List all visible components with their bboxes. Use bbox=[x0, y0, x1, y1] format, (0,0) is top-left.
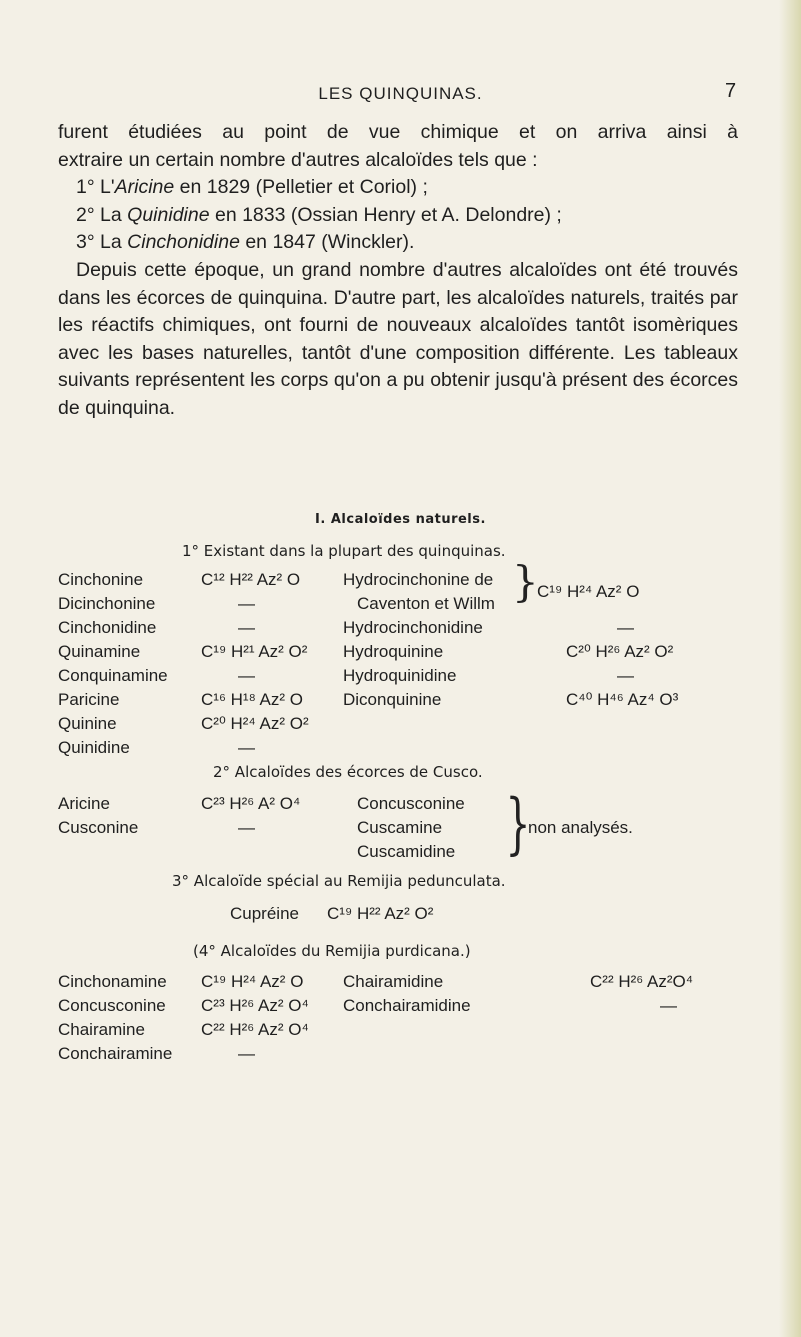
running-header: LES QUINQUINAS. bbox=[318, 84, 483, 103]
alkaloid-name: Hydrocinchonine de bbox=[343, 570, 494, 589]
alkaloid-name: Hydroquinine bbox=[343, 642, 444, 661]
alkaloid-name: Chairamine bbox=[58, 1020, 145, 1039]
status-note: non analysés. bbox=[528, 818, 633, 837]
formula: C²⁰ H²⁶ Az² O² bbox=[566, 642, 674, 661]
page-number: 7 bbox=[725, 80, 737, 102]
alkaloid-name: Dicinchonine bbox=[58, 594, 156, 613]
subsection-title: 3° Alcaloïde spécial au Remijia pedunculata. bbox=[172, 872, 506, 890]
formula: C¹⁹ H²¹ Az² O² bbox=[201, 642, 308, 661]
list-item: 2° La Quinidine en 1833 (Ossian Henry et A. Delondre) ; bbox=[76, 203, 562, 226]
formula: C²³ H²⁶ Az² O⁴ bbox=[201, 996, 309, 1015]
alkaloid-name: Quinine bbox=[58, 714, 117, 733]
alkaloid-name: Diconquinine bbox=[343, 690, 442, 709]
alkaloid-name: Quinamine bbox=[58, 642, 141, 661]
formula: C²³ H²⁶ A² O⁴ bbox=[201, 794, 301, 813]
alkaloid-name: Conquinamine bbox=[58, 666, 168, 685]
alkaloid-name: Quinidine bbox=[127, 203, 210, 226]
formula: — bbox=[238, 738, 255, 757]
alkaloid-name: Hydroquinidine bbox=[343, 666, 457, 685]
intro-paragraph: Depuis cette époque, un grand nombre d'autres alcaloïdes ont été trouvés dans les écorces de quinquina. D'autre part, les alcaloïdes naturels, traités par les réactifs chimiques, ont fourni de nouveaux alcaloïdes tantôt isomèriques avec les bases naturelles, tantôt d'une composition différente. Les tableaux suivants représentent les corps qu'on a pu obtenir jusqu'à présent des écorces de quinquina. bbox=[58, 258, 738, 419]
formula: C⁴⁰ H⁴⁶ Az⁴ O³ bbox=[566, 690, 679, 709]
subsection-title: 1° Existant dans la plupart des quinquinas. bbox=[182, 542, 506, 560]
list-item: 3° La Cinchonidine en 1847 (Winckler). bbox=[76, 231, 415, 254]
formula: C¹⁹ H²⁴ Az² O bbox=[537, 582, 640, 601]
alkaloid-name: Cinchonidine bbox=[127, 231, 240, 254]
formula: C¹² H²² Az² O bbox=[201, 570, 301, 589]
alkaloid-name: Chairamidine bbox=[343, 972, 444, 991]
subsection-title: (4° Alcaloïdes du Remijia purdicana.) bbox=[193, 942, 471, 960]
section-title: I. Alcaloïdes naturels. bbox=[315, 512, 486, 527]
formula: C²² H²⁶ Az² O⁴ bbox=[201, 1020, 309, 1039]
formula: — bbox=[238, 666, 255, 685]
alkaloid-name: Cinchonamine bbox=[58, 972, 167, 991]
alkaloid-name: Conchairamine bbox=[58, 1044, 173, 1063]
alkaloid-name: Aricine bbox=[58, 794, 110, 813]
list-item: 1° L'Aricine en 1829 (Pelletier et Coriol) ; bbox=[76, 176, 428, 199]
formula: — bbox=[238, 594, 255, 613]
formula: — bbox=[617, 618, 634, 637]
formula: C¹⁹ H²² Az² O² bbox=[327, 904, 434, 923]
alkaloid-name: Concusconine bbox=[58, 996, 166, 1015]
alkaloid-name: Caventon et Willm bbox=[357, 594, 495, 613]
alkaloid-name: Cinchonidine bbox=[58, 618, 157, 637]
brace-icon: } bbox=[512, 557, 539, 606]
page-edge-shadow bbox=[779, 0, 801, 1337]
formula: C²⁰ H²⁴ Az² O² bbox=[201, 714, 309, 733]
alkaloid-name: Cuscamidine bbox=[357, 842, 456, 861]
formula: — bbox=[617, 666, 634, 685]
formula: — bbox=[238, 1044, 255, 1063]
alkaloid-name: Paricine bbox=[58, 690, 120, 709]
alkaloid-name: Quinidine bbox=[58, 738, 130, 757]
alkaloid-name: Cupréine bbox=[230, 904, 299, 923]
formula: — bbox=[238, 818, 255, 837]
intro-line: extraire un certain nombre d'autres alcaloïdes tels que : bbox=[58, 148, 538, 171]
alkaloid-name: Aricine bbox=[114, 176, 175, 199]
formula: C²² H²⁶ Az²O⁴ bbox=[590, 972, 694, 991]
alkaloid-name: Cuscamine bbox=[357, 818, 443, 837]
alkaloid-name: Conchairamidine bbox=[343, 996, 471, 1015]
alkaloid-name: Cusconine bbox=[58, 818, 139, 837]
alkaloid-name: Cinchonine bbox=[58, 570, 144, 589]
formula: C¹⁶ H¹⁸ Az² O bbox=[201, 690, 303, 709]
alkaloid-name: Concusconine bbox=[357, 794, 465, 813]
formula: — bbox=[238, 618, 255, 637]
intro-line: furent étudiées au point de vue chimique et on arriva ainsi à bbox=[58, 121, 738, 143]
formula: C¹⁹ H²⁴ Az² O bbox=[201, 972, 304, 991]
alkaloid-name: Hydrocinchonidine bbox=[343, 618, 483, 637]
intro-text bbox=[58, 119, 738, 423]
formula: — bbox=[660, 996, 677, 1015]
subsection-title: 2° Alcaloïdes des écorces de Cusco. bbox=[213, 763, 483, 781]
brace-icon: } bbox=[505, 785, 531, 862]
